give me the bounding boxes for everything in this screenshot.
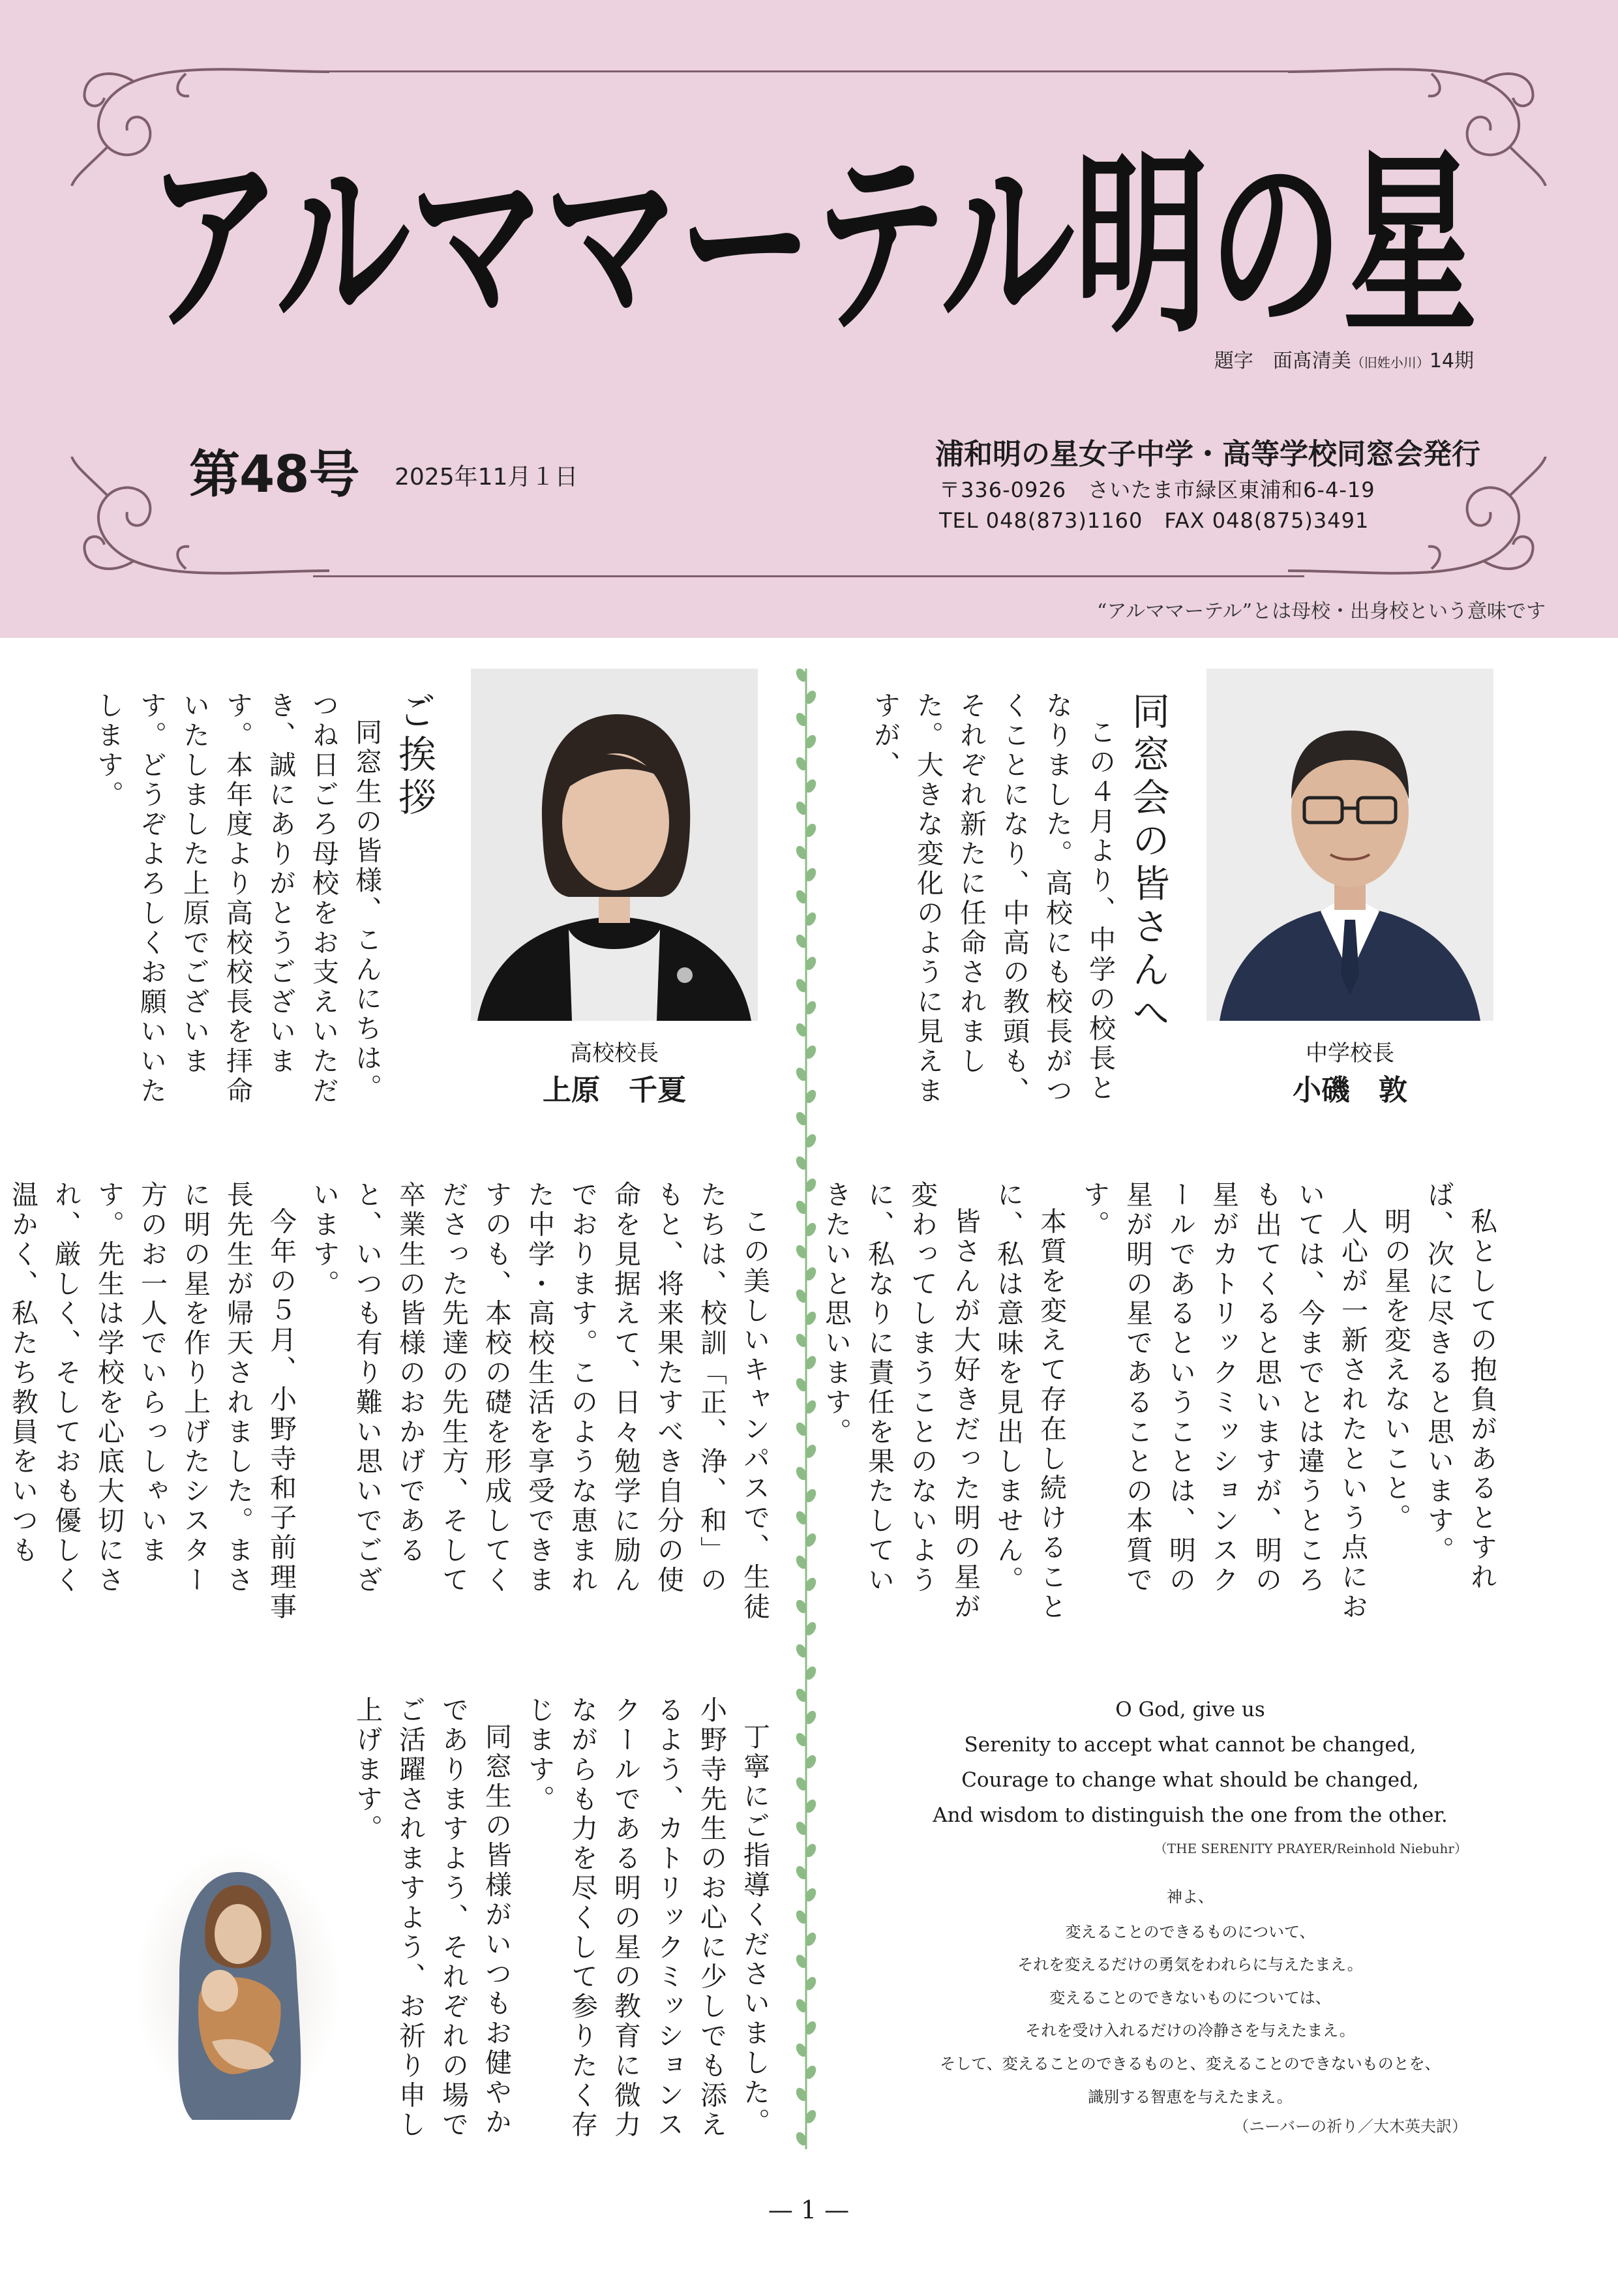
- prayer-japanese-line: 変えることのできないものについては、: [1049, 1989, 1331, 2007]
- page-number: — 1 —: [768, 2196, 850, 2224]
- madonna-and-child-statue-image: [134, 1846, 342, 2126]
- left-paragraph: 今年の５月、小野寺和子前理事長先生が帰天されました。まさに明の星を作り上げたシスター方のお一人でいらっしゃいます。先生は学校を心底大切にされ、厳しく、そしておも優しく温かく、私たち教員をいつも: [7, 1181, 297, 1622]
- credit-maiden-name: （旧姓小川）: [1351, 355, 1430, 370]
- right-paragraph: 私としての抱負があるとすれば、次に尽きると思います。: [1423, 1181, 1497, 1593]
- credit-prefix: 題字 面髙清美: [1214, 350, 1351, 372]
- high-school-principal-name: 上原 千夏: [543, 1074, 686, 1107]
- credit-suffix: 14期: [1429, 350, 1474, 372]
- prayer-japanese-line: 神よ、: [1167, 1888, 1214, 1906]
- right-paragraph: 人心が一新されたという点においては、今までとは違うところも出てくると思いますが、明の星がカトリックミッションスクールであるということは、明の星が明の星であることの本質です。: [1079, 1181, 1368, 1622]
- left-article-title: ご挨拶: [392, 691, 436, 821]
- issue-number: 第48号: [189, 446, 359, 504]
- publisher-tel-fax: TEL 048(873)1160 FAX 048(875)3491: [939, 508, 1370, 533]
- publisher-name: 浦和明の星女子中学・高等学校同窓会発行: [935, 438, 1480, 471]
- right-article-lower-text: [820, 1181, 1503, 1624]
- right-paragraph: 本質を変えて存在し続けることに、私は意味を見出しません。: [993, 1181, 1067, 1622]
- masthead-credit: [1043, 344, 1474, 373]
- prayer-english-line: O God, give us: [1115, 1698, 1265, 1721]
- prayer-japanese-line: それを受け入れるだけの冷静さを与えたまえ。: [1025, 2021, 1355, 2040]
- masthead: [0, 0, 1618, 638]
- publisher-address: 〒336-0926 さいたま市緑区東浦和6-4-19: [939, 477, 1375, 502]
- masthead-calligraphy-text: アルママーテル明の星: [147, 129, 1477, 355]
- issue-date: 2025年11月１日: [395, 464, 578, 491]
- man-portrait-icon: [1206, 669, 1493, 1021]
- high-school-principal-photo: [471, 669, 758, 1021]
- high-school-principal-role: 高校校長: [570, 1040, 659, 1066]
- right-paragraph: 明の星を変えないこと。: [1380, 1207, 1411, 1533]
- prayer-japanese-source: （ニーバーの祈り／大木英夫訳）: [1233, 2117, 1467, 2136]
- left-article-upper-text: 同窓生の皆様、こんにちは。つね日ごろ母校をお支えいただき、誠にありがとうございます。本年度より高校校長を拝命いたしました上原でございます。どうぞよろしくお願いいたします。: [93, 691, 382, 1106]
- masthead-top-rule: [313, 70, 1304, 72]
- prayer-japanese-line: 識別する智恵を与えたまえ。: [1088, 2088, 1293, 2106]
- prayer-english-line: Serenity to accept what cannot be changed,: [964, 1733, 1416, 1757]
- right-article-upper-text: この４月より、中学の校長となりました。高校にも校長がつくことになり、中高の教頭も、それぞれ新たに任命されました。大きな変化のように見えますが、: [869, 691, 1116, 1106]
- masthead-tagline: “アルママーテル”とは母校・出身校という意味です: [1097, 600, 1546, 623]
- prayer-japanese-line: 変えることのできるものについて、: [1065, 1923, 1315, 1941]
- junior-principal-role: 中学校長: [1306, 1040, 1394, 1066]
- left-paragraph: この美しいキャンパスで、生徒たちは、校訓「正、浄、和」のもと、将来果たすべき自分の使命を見据えて、日々勉学に励んでおります。このような恵まれた中学・高校生活を享受できますのも、本校の礎を形成してくださった先達の先生方、そして卒業生の皆様のおかげであると、いつも有り難い思いでございます。: [308, 1181, 770, 1622]
- left-paragraph: 丁寧にご指導くださいました。小野寺先生のお心に少しでも添えるよう、カトリックミッションスクールである明の星の教育に微力ながらも力を尽くして参りたく存じます。: [524, 1696, 770, 2140]
- left-article-middle-text: [7, 1181, 776, 1624]
- left-paragraph: 同窓生の皆様がいつもお健やかでありますよう、それぞれの場でご活躍されますよう、お祈り申し上げます。: [352, 1696, 512, 2140]
- prayer-english-line: Courage to change what should be changed,: [961, 1768, 1419, 1792]
- left-article-lower-text: [352, 1696, 776, 2166]
- prayer-japanese-line: そして、変えることのできるものと、変えることのできないものとを、: [940, 2055, 1441, 2073]
- prayer-english-line: And wisdom to distinguish the one from the other.: [933, 1804, 1448, 1827]
- right-article-title: 同窓会の皆さんへ: [1126, 691, 1170, 1036]
- woman-portrait-icon: [471, 669, 758, 1021]
- masthead-calligraphy-title: [134, 127, 1490, 355]
- junior-principal-name: 小磯 敦: [1293, 1074, 1407, 1107]
- masthead-bottom-rule: [313, 575, 1304, 577]
- prayer-japanese-line: それを変えるだけの勇気をわれらに与えたまえ。: [1017, 1956, 1363, 1974]
- junior-principal-photo: [1206, 669, 1493, 1021]
- right-paragraph: 皆さんが大好きだった明の星が変わってしまうことのないように、私なりに責任を果たしていきたいと思います。: [820, 1181, 981, 1622]
- prayer-english-source: （THE SERENITY PRAYER/Reinhold Niebuhr）: [1154, 1841, 1467, 1856]
